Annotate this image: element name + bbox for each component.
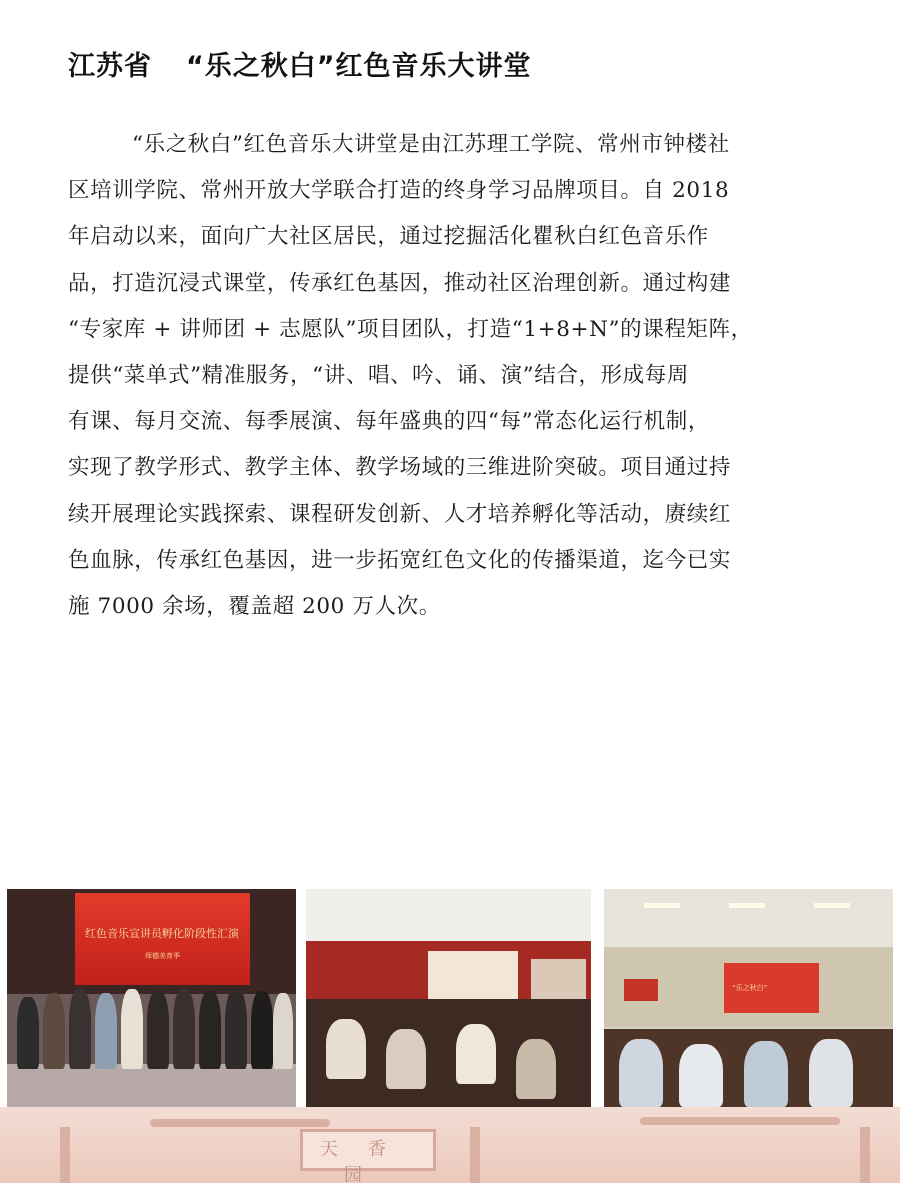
page-title [68, 44, 532, 83]
meeting-screen-text: “乐之秋白” [732, 984, 768, 992]
person-figure [386, 1029, 426, 1089]
person-figure [17, 997, 39, 1069]
ceiling [604, 889, 893, 947]
ceiling-light [814, 903, 850, 908]
body-line: “专家库 + 讲师团 + 志愿队”项目团队，打造“1+8+N”的课程矩阵， [68, 316, 753, 342]
stage-floor [7, 1064, 296, 1107]
pillar [860, 1127, 870, 1183]
person-figure [619, 1039, 663, 1107]
body-line: 续开展理论实践探索、课程研发创新、人才培养孵化等活动，赓续红 [68, 501, 732, 527]
meeting-screen [724, 963, 819, 1013]
person-figure [69, 989, 91, 1069]
person-figure [456, 1024, 496, 1084]
person-figure [173, 989, 195, 1069]
stage-screen [75, 893, 250, 985]
person-figure [43, 993, 65, 1069]
person-figure [273, 993, 293, 1069]
pillar [470, 1127, 480, 1183]
side-screen [624, 979, 658, 1001]
person-figure [809, 1039, 853, 1107]
person-figure [225, 989, 247, 1069]
body-line: 色血脉，传承红色基因，进一步拓宽红色文化的传播渠道，迄今已实 [68, 547, 732, 573]
body-line: 施 7000 余场，覆盖超 200 万人次。 [68, 594, 441, 620]
body-line: 区培训学院、常州开放大学联合打造的终身学习品牌项目。自 2018 [68, 178, 730, 204]
body-paragraph [68, 122, 834, 630]
screen-banner-subtext: 师德美育季 [145, 952, 180, 960]
person-figure [95, 993, 117, 1069]
roof-outline [150, 1119, 330, 1127]
body-line: “乐之秋白”红色音乐大讲堂是由江苏理工学院、常州市钟楼社 [132, 132, 730, 157]
photo-classroom [306, 889, 591, 1107]
title-project-name: “乐之秋白”红色音乐大讲堂 [186, 51, 532, 82]
body-line: 有课、每月交流、每季展演、每年盛典的四“每”常态化运行机制， [68, 409, 710, 435]
person-figure [199, 991, 221, 1069]
person-figure [121, 989, 143, 1069]
person-figure [516, 1039, 556, 1099]
decorative-footer-band [0, 1107, 900, 1183]
roof-outline [640, 1117, 840, 1125]
body-line: 年启动以来，面向广大社区居民，通过挖掘活化瞿秋白红色音乐作 [68, 224, 709, 250]
pillar [60, 1127, 70, 1183]
title-province: 江苏省 [68, 51, 152, 82]
photo-performance-group [7, 889, 296, 1107]
body-line: 实现了教学形式、教学主体、教学场域的三维进阶突破。项目通过持 [68, 455, 732, 481]
screen-banner-text: 红色音乐宣讲员孵化阶段性汇演 [85, 927, 239, 940]
person-figure [679, 1044, 723, 1107]
photo-meeting-room [604, 889, 893, 1107]
body-line: 品，打造沉浸式课堂，传承红色基因，推动社区治理创新。通过构建 [68, 270, 732, 296]
ceiling-light [729, 903, 765, 908]
gate-plaque-text: 天香园 [320, 1139, 416, 1183]
body-line: 提供“菜单式”精准服务，“讲、唱、吟、诵、演”结合，形成每周 [68, 363, 689, 389]
gate-plaque [300, 1129, 436, 1183]
person-figure [744, 1041, 788, 1107]
person-figure [147, 991, 169, 1069]
photo-strip [7, 889, 893, 1107]
ceiling-light [644, 903, 680, 908]
person-figure [251, 991, 273, 1069]
person-figure [326, 1019, 366, 1079]
